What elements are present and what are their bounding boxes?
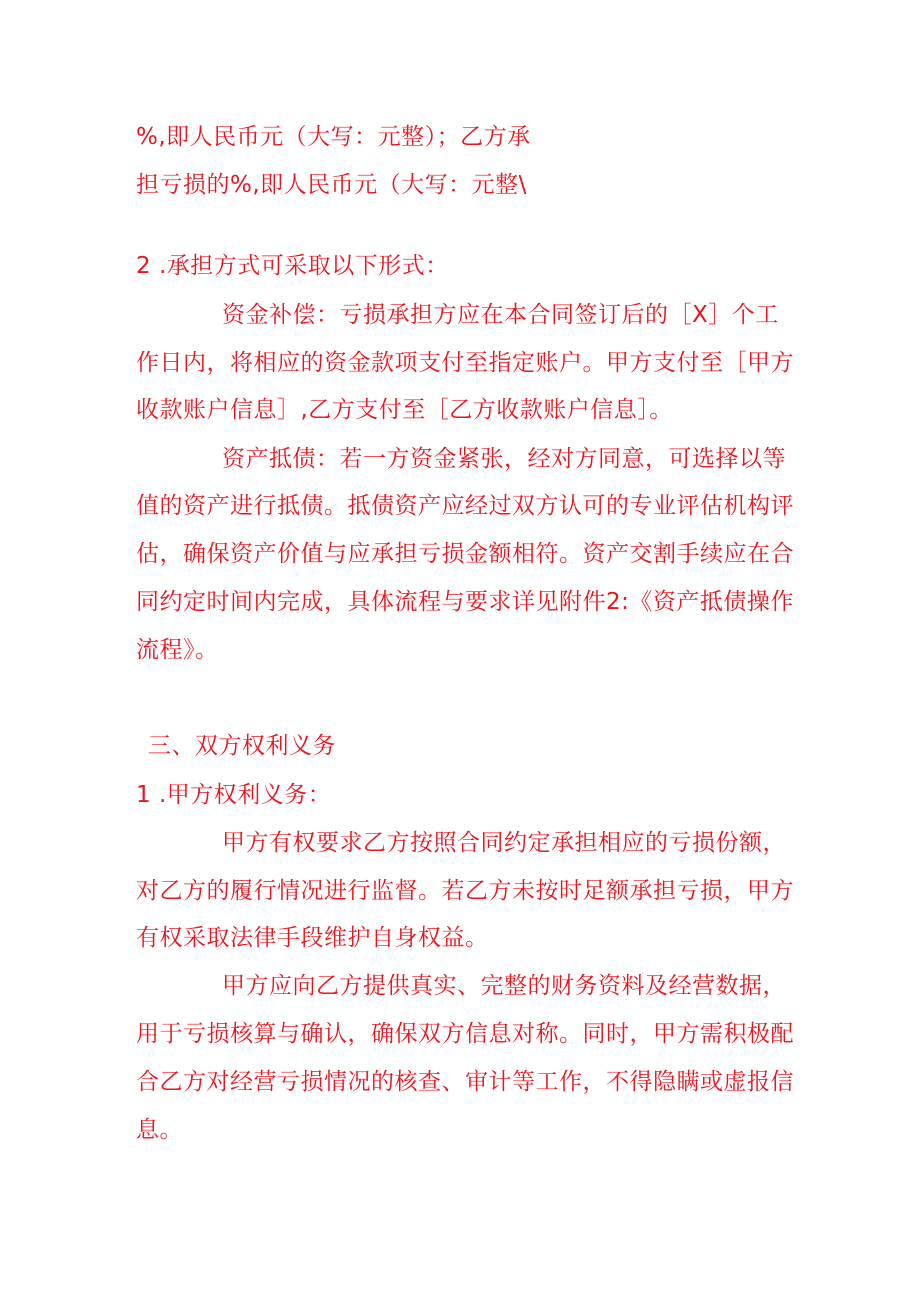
- asset-offset-line-5: 流程》。: [136, 637, 219, 663]
- party-a-para-1-line-2: 对乙方的履行情况进行监督。若乙方未按时足额承担亏损，甲方: [136, 878, 794, 904]
- party-a-rights-title: 1 .甲方权利义务：: [136, 782, 332, 808]
- cash-compensation-line-2: 作日内，将相应的资金款项支付至指定账户。甲方支付至［甲方: [136, 350, 794, 376]
- method-title: 2 .承担方式可采取以下形式：: [136, 253, 449, 279]
- party-a-para-1-line-1: 甲方有权要求乙方按照合同约定承担相应的亏损份额，: [222, 830, 786, 856]
- party-a-para-2-line-2: 用于亏损核算与确认，确保双方信息对称。同时，甲方需积极配: [136, 1021, 794, 1047]
- party-a-para-2-line-3: 合乙方对经营亏损情况的核查、审计等工作，不得隐瞒或虚报信: [136, 1069, 794, 1095]
- asset-offset-line-3: 估，确保资产价值与应承担亏损金额相符。资产交割手续应在合: [136, 541, 794, 567]
- asset-offset-line-2: 值的资产进行抵债。抵债资产应经过双方认可的专业评估机构评: [136, 493, 794, 519]
- section-3-title: 三、双方权利义务: [148, 733, 336, 759]
- intro-line-1: %,即人民币元（大写：元整）；乙方承: [136, 124, 531, 150]
- party-a-para-2-line-1: 甲方应向乙方提供真实、完整的财务资料及经营数据，: [222, 973, 786, 999]
- intro-line-2: 担亏损的%,即人民币元（大写：元整\: [136, 172, 527, 198]
- party-a-para-1-line-3: 有权采取法律手段维护自身权益。: [136, 925, 489, 951]
- cash-compensation-line-3: 收款账户信息］,乙方支付至［乙方收款账户信息］。: [136, 397, 673, 423]
- asset-offset-line-4: 同约定时间内完成，具体流程与要求详见附件2:《资产抵债操作: [136, 589, 794, 615]
- asset-offset-line-1: 资产抵债：若一方资金紧张，经对方同意，可选择以等: [222, 446, 786, 472]
- cash-compensation-line-1: 资金补偿：亏损承担方应在本合同签订后的［X］个工: [222, 302, 779, 328]
- party-a-para-2-line-4: 息。: [136, 1117, 183, 1143]
